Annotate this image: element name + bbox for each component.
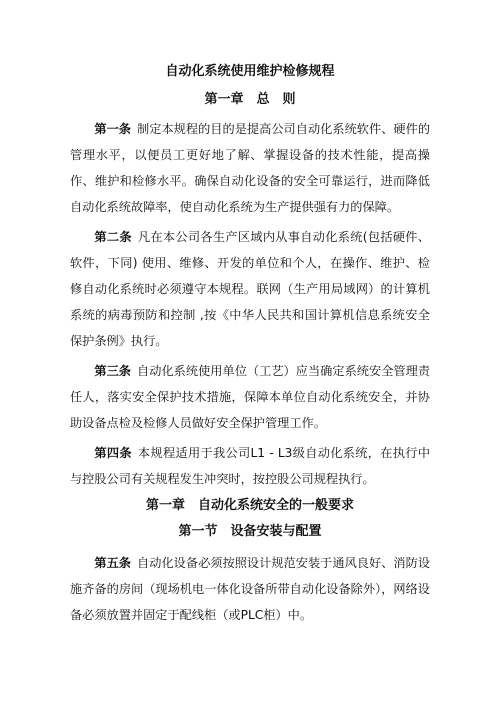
article-text: 自动化系统使用单位（工艺）应当确定系统安全管理责任人，落实安全保护技术措施，保障本单位自动化系统安全，并协助设备点检及检修人员做好安全保护管理工作。 xyxy=(70,364,431,430)
article-3 xyxy=(70,358,430,436)
article-text: 本规程适用于我公司L1 - L3级自动化系统，在执行中与控股公司有关规程发生冲突时，按控股公司规程执行。 xyxy=(70,446,431,486)
article-4 xyxy=(70,440,430,492)
article-number: 第一条 xyxy=(94,122,132,136)
article-1 xyxy=(70,116,430,220)
chapter-2-title: 第一章 自动化系统安全的一般要求 xyxy=(145,498,354,513)
article-number: 第五条 xyxy=(94,556,132,570)
article-5 xyxy=(70,550,430,628)
document-title: 自动化系统使用维护检修规程 xyxy=(165,64,335,79)
article-text: 凡在本公司各生产区域内从事自动化系统(包括硬件、软件，下同) 使用、维修、开发的单位和个人，在操作、维护、检修自动化系统时必须遵守本规程。联网（生产用局域网）的计算机系统的病毒预防和控制 ,按《中华人民共和国计算机信息系统安全保护条例》执行。 xyxy=(70,230,430,348)
article-number: 第四条 xyxy=(94,446,132,460)
article-2 xyxy=(70,224,430,354)
section-1-title: 第一节 设备安装与配置 xyxy=(178,524,322,539)
article-text: 制定本规程的目的是提高公司自动化系统软件、硬件的管理水平，以便员工更好地了解、掌握设备的技术性能，提高操作、维护和检修水平。确保自动化设备的安全可靠运行，进而降低自动化系统故障率，使自动化系统为生产提供强有力的保障。 xyxy=(70,122,431,214)
article-number: 第二条 xyxy=(94,230,132,244)
chapter-1-title: 第一章 总 则 xyxy=(204,92,296,107)
article-text: 自动化设备必须按照设计规范安装于通风良好、消防设施齐备的房间（现场机电一体化设备所带自动化设备除外），网络设备必须放置并固定于配线柜（或PLC柜）中。 xyxy=(70,556,431,622)
article-number: 第三条 xyxy=(94,364,132,378)
